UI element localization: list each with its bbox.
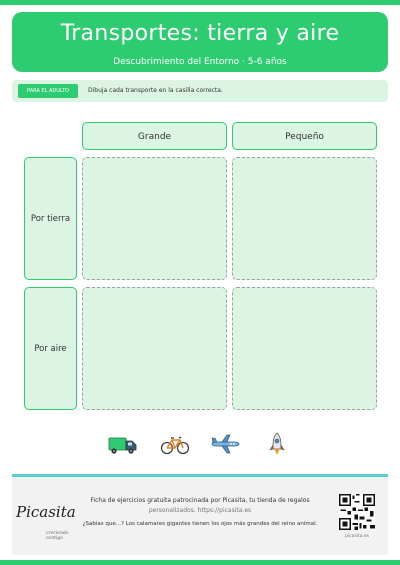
drawing-cell-aire-grande[interactable]: [82, 287, 227, 410]
row-header-aire: [24, 287, 77, 410]
brand-tagline: creciendo contigo: [46, 531, 69, 541]
adult-badge: PARA EL ADULTO: [18, 84, 78, 98]
page-title: Transportes: tierra y aire: [60, 21, 340, 46]
row-label-tierra: Por tierra: [30, 213, 71, 224]
page-subtitle: Descubrimiento del Entorno · 5-6 años: [113, 57, 287, 67]
truck-icon: [108, 432, 138, 456]
rocket-icon: [262, 432, 292, 456]
drawing-cell-aire-pequeno[interactable]: [232, 287, 377, 410]
footer: [12, 477, 388, 555]
column-header-pequeno: Pequeño: [232, 122, 377, 150]
top-accent-bar: [0, 0, 400, 5]
column-header-grande: Grande: [82, 122, 227, 150]
row-header-tierra: [24, 157, 77, 280]
sponsor-text: Ficha de ejercicios gratuita patrocinada por Picasita, tu tienda de regalos: [90, 497, 310, 504]
sponsor-url[interactable]: personalizados. https://picasita.es: [148, 507, 252, 514]
qr-code[interactable]: [339, 494, 375, 530]
drawing-cell-tierra-pequeno[interactable]: [232, 157, 377, 280]
picasita-logo: [16, 495, 82, 545]
adult-instructions: [12, 80, 388, 102]
fun-fact-text: ¿Sabías que...? Los calamares gigantes tienen los ojos más grandes del reino animal.: [82, 521, 318, 527]
instruction-text: Dibuja cada transporte en la casilla correcta.: [88, 87, 223, 94]
drawing-cell-tierra-grande[interactable]: [82, 157, 227, 280]
airplane-icon: [210, 432, 240, 456]
bottom-accent-bar: [0, 560, 400, 565]
brand-name: Picasita: [16, 503, 76, 521]
bicycle-icon: [160, 432, 190, 456]
title-banner: [12, 12, 388, 72]
qr-caption: picasita.es: [345, 534, 369, 539]
row-label-aire: Por aire: [34, 343, 67, 354]
